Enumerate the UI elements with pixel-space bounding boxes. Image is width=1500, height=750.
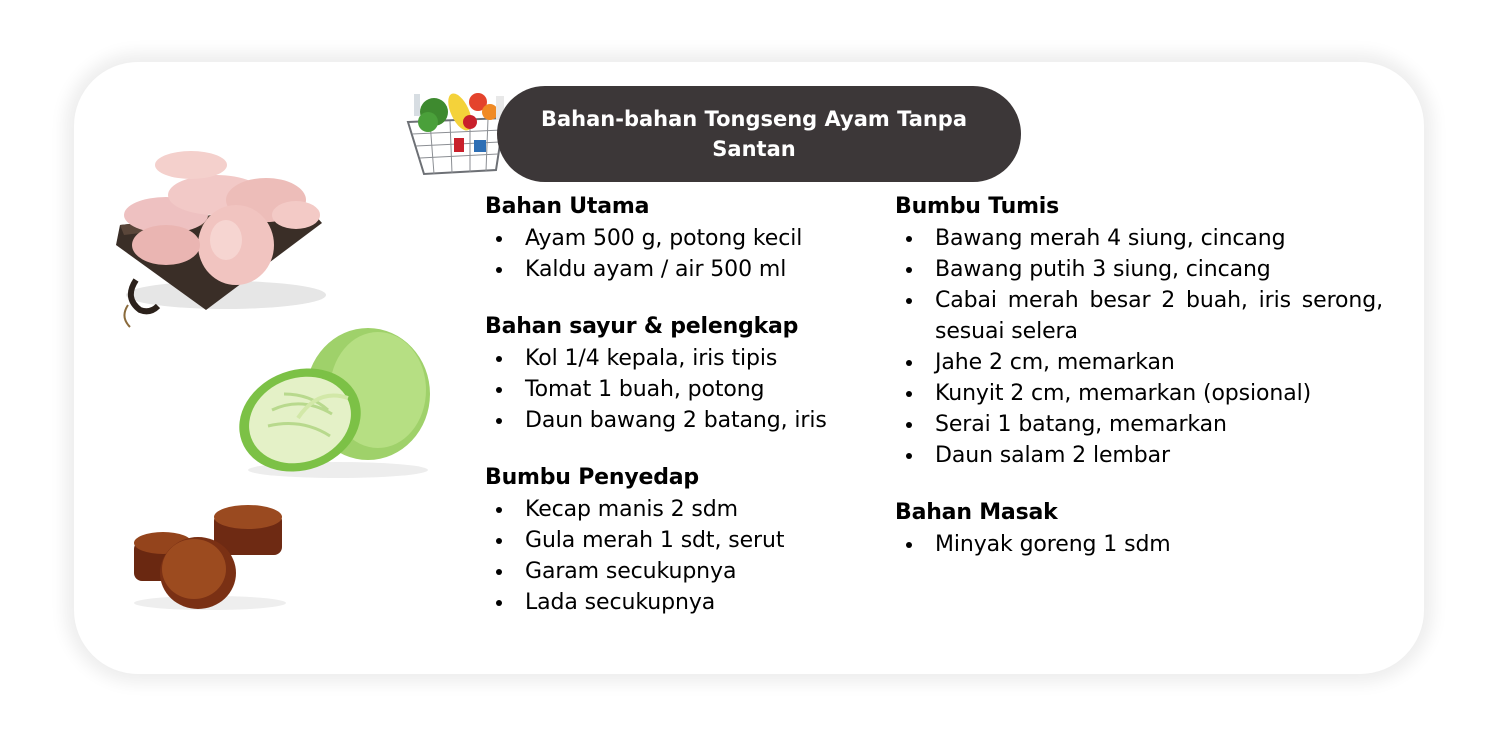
list-item: Garam secukupnya	[485, 556, 875, 587]
list-item: Kol 1/4 kepala, iris tipis	[485, 343, 875, 374]
raw-chicken-image	[106, 145, 336, 330]
list-item: Bawang putih 3 siung, cincang	[895, 254, 1383, 285]
list-item: Kecap manis 2 sdm	[485, 494, 875, 525]
ingredient-list	[895, 223, 1383, 471]
ingredient-list	[895, 529, 1383, 560]
section-title: Bumbu Penyedap	[485, 465, 699, 490]
list-item: Ayam 500 g, potong kecil	[485, 223, 875, 254]
page-title: Bahan-bahan Tongseng Ayam Tanpa Santan	[540, 107, 968, 161]
palm-sugar-image	[126, 495, 294, 615]
list-item: Jahe 2 cm, memarkan	[895, 347, 1383, 378]
list-item: Serai 1 batang, memarkan	[895, 409, 1383, 440]
ingredient-list	[485, 494, 875, 618]
section-title: Bahan Masak	[895, 500, 1058, 525]
section-title: Bahan Utama	[485, 194, 650, 219]
list-item: Bawang merah 4 siung, cincang	[895, 223, 1383, 254]
left-column	[485, 193, 875, 618]
list-item: Cabai merah besar 2 buah, iris serong, sesuai selera	[895, 285, 1383, 347]
ingredient-list	[485, 343, 875, 436]
list-item: Tomat 1 buah, potong	[485, 374, 875, 405]
section-bahan-sayur	[485, 313, 875, 436]
list-item: Kaldu ayam / air 500 ml	[485, 254, 875, 285]
section-title: Bumbu Tumis	[895, 194, 1060, 219]
list-item: Daun bawang 2 batang, iris	[485, 405, 875, 436]
list-item: Gula merah 1 sdt, serut	[485, 525, 875, 556]
title-banner	[497, 86, 1021, 182]
cabbage-image	[228, 322, 440, 482]
section-bahan-masak	[895, 499, 1383, 560]
ingredient-list	[485, 223, 875, 285]
section-bumbu-tumis	[895, 193, 1383, 471]
right-column	[895, 193, 1383, 560]
list-item: Daun salam 2 lembar	[895, 440, 1383, 471]
list-item: Lada secukupnya	[485, 587, 875, 618]
section-bahan-utama	[485, 193, 875, 285]
list-item: Minyak goreng 1 sdm	[895, 529, 1383, 560]
section-bumbu-penyedap	[485, 464, 875, 618]
section-title: Bahan sayur & pelengkap	[485, 314, 799, 339]
list-item: Kunyit 2 cm, memarkan (opsional)	[895, 378, 1383, 409]
